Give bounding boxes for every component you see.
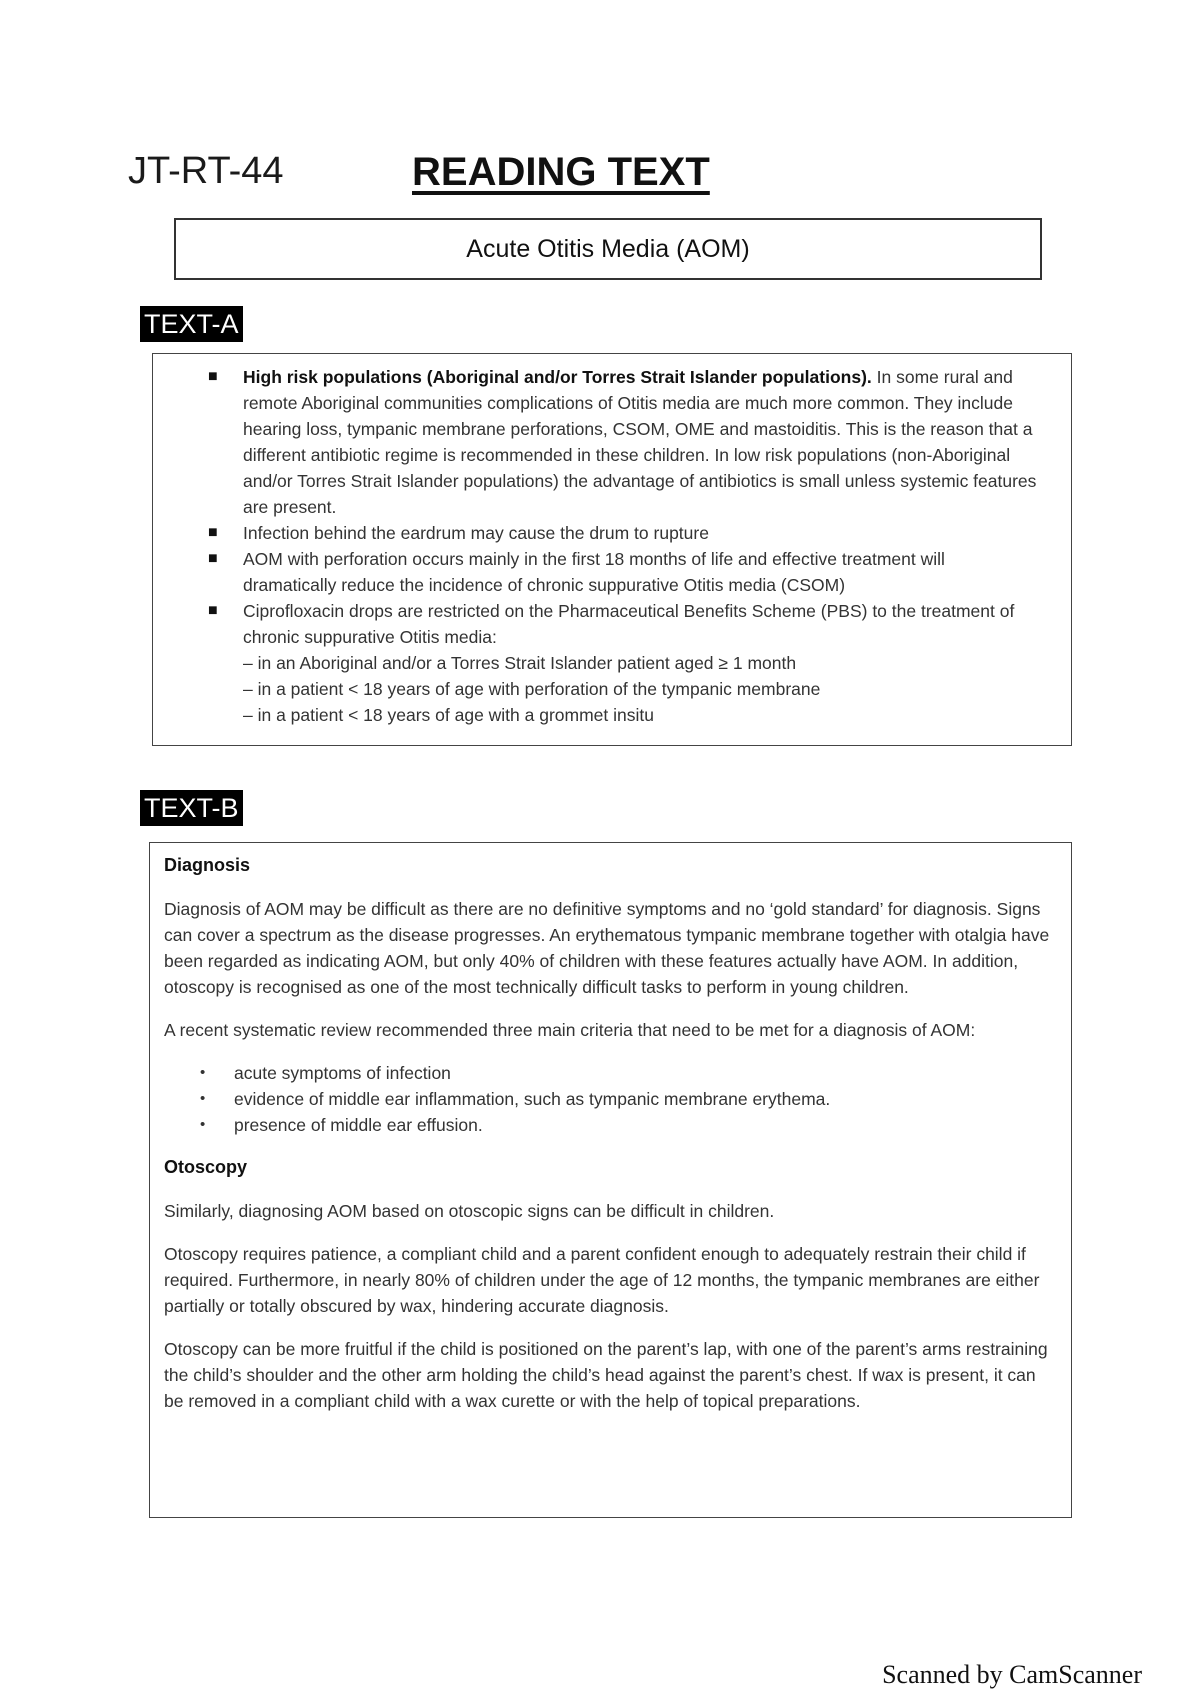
list-item: [164, 1086, 1057, 1112]
otoscopy-paragraph: Otoscopy requires patience, a compliant child and a parent confident enough to adequately restrain their child if required. Furthermore, in nearly 80% of children under the age of 12 months, the tympanic membranes are either partially or totally obscured by wax, hindering accurate diagnosis.: [164, 1244, 1040, 1316]
criteria-text: acute symptoms of infection: [234, 1063, 451, 1083]
bullet-bold-lead: High risk populations (Aboriginal and/or Torres Strait Islander populations).: [243, 367, 872, 387]
text-b-content: [164, 853, 1057, 1431]
pbs-condition: – in an Aboriginal and/or a Torres Strait Islander patient aged ≥ 1 month: [243, 653, 797, 673]
bullet-text: Infection behind the eardrum may cause the drum to rupture: [243, 523, 709, 543]
bullet-text: Ciprofloxacin drops are restricted on the Pharmaceutical Benefits Scheme (PBS) to the treatment of chronic suppurative Otitis media:: [243, 601, 1015, 647]
text-a-bullet-list: [153, 364, 1071, 728]
pbs-condition: – in a patient < 18 years of age with a grommet insitu: [243, 705, 654, 725]
bullet-icon: ■: [208, 550, 218, 567]
otoscopy-paragraph: Similarly, diagnosing AOM based on otoscopic signs can be difficult in children.: [164, 1201, 775, 1221]
list-item: [164, 1060, 1057, 1086]
text-a-label: TEXT-A: [140, 306, 243, 342]
list-item: [153, 520, 1071, 546]
text-b-box: [149, 842, 1072, 1518]
list-item: [164, 1112, 1057, 1138]
text-a-box: [152, 353, 1072, 746]
bullet-icon: •: [200, 1116, 206, 1133]
criteria-text: presence of middle ear effusion.: [234, 1115, 483, 1135]
diagnosis-paragraph: A recent systematic review recommended three main criteria that need to be met for a diagnosis of AOM:: [164, 1020, 976, 1040]
bullet-text: In some rural and remote Aboriginal communities complications of Otitis media are much more common. They include hearing loss, tympanic membrane perforations, CSOM, OME and mastoiditis. This is the reason that a different antibiotic regime is recommended in these children. In low risk populations (non-Aboriginal and/or Torres Strait Islander populations) the advantage of antibiotics is small unless systemic features are present.: [243, 367, 1037, 517]
bullet-icon: •: [200, 1090, 206, 1107]
scanner-watermark: Scanned by CamScanner: [882, 1660, 1142, 1689]
list-item: [153, 546, 1071, 598]
pbs-condition: – in a patient < 18 years of age with perforation of the tympanic membrane: [243, 679, 821, 699]
document-code: JT-RT-44: [128, 150, 284, 192]
bullet-text: AOM with perforation occurs mainly in the first 18 months of life and effective treatment will dramatically reduce the incidence of chronic suppurative Otitis media (CSOM): [243, 549, 945, 595]
bullet-icon: •: [200, 1064, 206, 1081]
topic-title-box: [174, 218, 1042, 280]
topic-title: Acute Otitis Media (AOM): [466, 234, 750, 263]
bullet-icon: ■: [208, 368, 218, 385]
criteria-text: evidence of middle ear inflammation, such as tympanic membrane erythema.: [234, 1089, 831, 1109]
diagnosis-paragraph: Diagnosis of AOM may be difficult as there are no definitive symptoms and no ‘gold standard’ for diagnosis. Signs can cover a spectrum as the disease progresses. An erythematous tympanic membrane together with otalgia have been regarded as indicating AOM, but only 40% of children with these features actually have AOM. In addition, otoscopy is recognised as one of the most technically difficult tasks to perform in young children.: [164, 899, 1050, 997]
bullet-icon: ■: [208, 524, 218, 541]
text-b-label: TEXT-B: [140, 790, 243, 826]
list-item: [153, 598, 1071, 728]
list-item: [153, 364, 1071, 520]
diagnosis-heading: Diagnosis: [164, 855, 251, 875]
bullet-icon: ■: [208, 602, 218, 619]
criteria-list: [164, 1060, 1057, 1138]
otoscopy-paragraph: Otoscopy can be more fruitful if the child is positioned on the parent’s lap, with one of the parent’s arms restraining the child’s shoulder and the other arm holding the child’s head against the parent’s chest. If wax is present, it can be removed in a compliant child with a wax curette or with the help of topical preparations.: [164, 1339, 1048, 1411]
otoscopy-heading: Otoscopy: [164, 1157, 248, 1177]
page-title: READING TEXT: [412, 150, 710, 194]
